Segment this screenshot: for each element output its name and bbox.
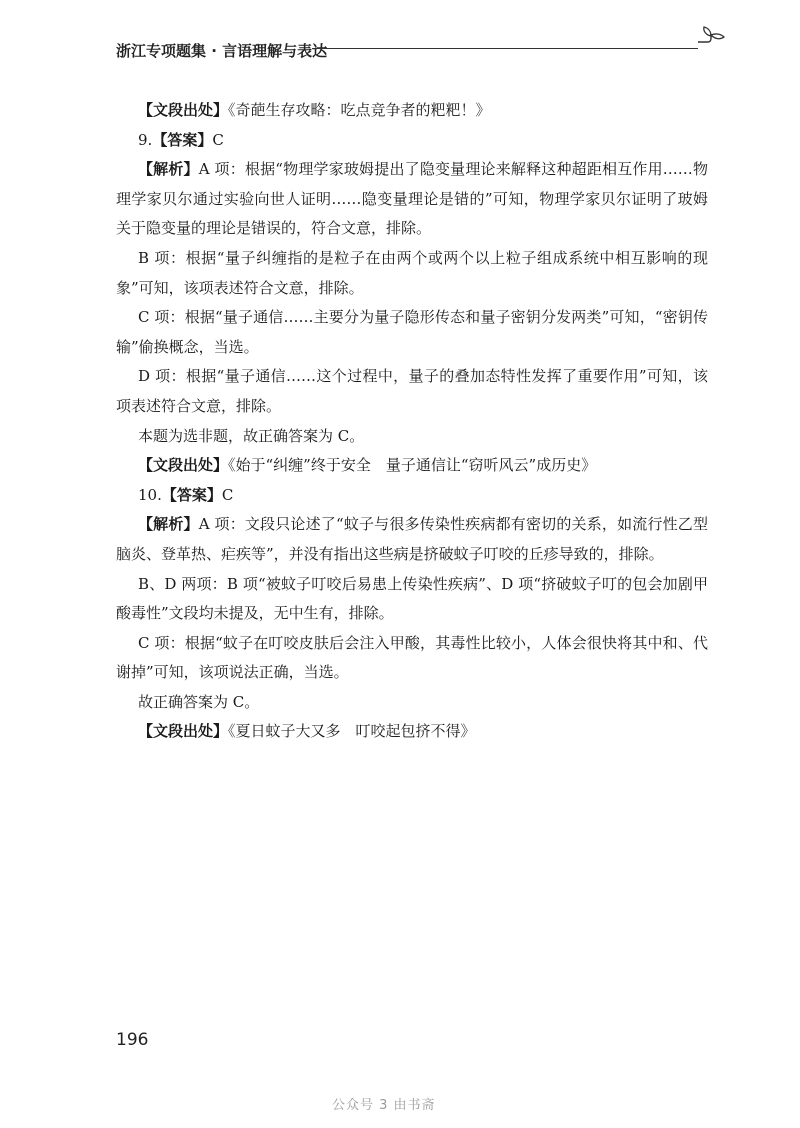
answer-line-10: 10.【答案】C [138,485,234,504]
conclusion-9: 本题为选非题，故正确答案为 C。 [138,426,365,445]
source-line-2: 【文段出处】《始于“纠缠”终于安全 量子通信让“窃听风云”成历史》 [138,456,597,475]
analysis-10-c: C 项：根据“蚊子在叮咬皮肤后会注入甲酸，其毒性比较小，人体会很快将其中和、代谢掉”可知，该项说法正确，当选。 [116,633,708,682]
running-header [116,36,724,68]
analysis-9: 【解析】A 项：根据“物理学家玻姆提出了隐变量理论来解释这种超距相互作用……物理学家贝尔通过实验向世人证明……隐变量理论是错的”可知，物理学家贝尔证明了玻姆关于隐变量的理论是错误的，符合文意，排除。 [116,160,708,238]
sprout-icon [694,26,728,56]
conclusion-10: 故正确答案为 C。 [138,692,260,711]
analysis-10: 【解析】A 项：文段只论述了“蚊子与很多传染性疾病都有密切的关系，如流行性乙型脑炎、登革热、疟疾等”，并没有指出这些病是挤破蚊子叮咬的丘疹导致的，排除。 [116,515,708,563]
answer-content [116,96,708,747]
source-line-3: 【文段出处】《夏日蚊子大又多 叮咬起包挤不得》 [138,722,476,741]
header-rule [312,48,698,49]
answer-line-9: 9.【答案】C [138,130,224,149]
analysis-9-b: B 项：根据“量子纠缠指的是粒子在由两个或两个以上粒子组成系统中相互影响的现象”可知，该项表述符合文意，排除。 [116,248,708,297]
analysis-9-d: D 项：根据“量子通信……这个过程中，量子的叠加态特性发挥了重要作用”可知，该项表述符合文意，排除。 [116,367,708,415]
page-number: 196 [116,1030,149,1050]
analysis-10-bd: B、D 两项：B 项“被蚊子叮咬后易患上传染性疾病”、D 项“挤破蚊子叮的包会加剧甲酸毒性”文段均未提及，无中生有，排除。 [116,574,708,623]
header-title: 浙江专项题集 · 言语理解与表达 [116,42,328,60]
analysis-9-c: C 项：根据“量子通信……主要分为量子隐形传态和量子密钥分发两类”可知，“密钥传输”偷换概念，当选。 [116,308,708,356]
source-line-1: 【文段出处】《奇葩生存攻略：吃点竞争者的粑粑！》 [138,101,491,119]
watermark: 公众号 3 由书斋 [332,1098,436,1113]
